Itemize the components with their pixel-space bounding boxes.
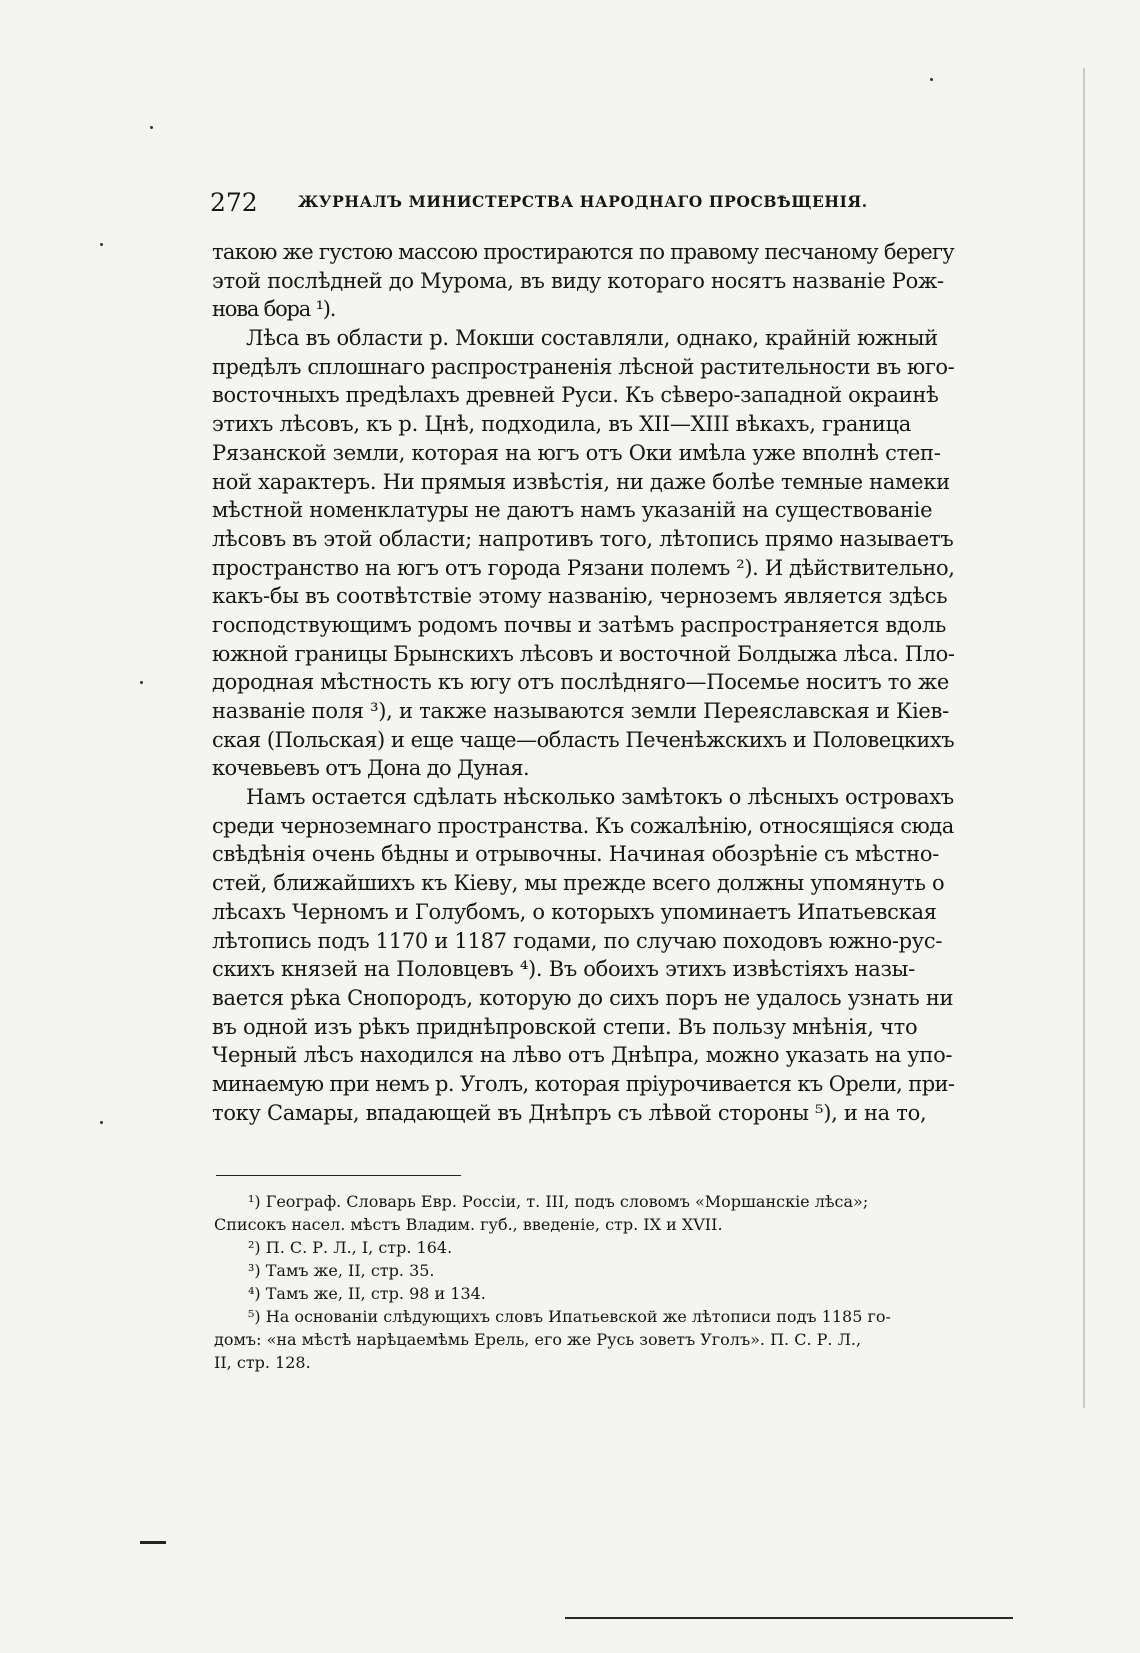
footnote-line: ²) П. С. Р. Л., I, стр. 164. xyxy=(248,1238,453,1257)
text-line: такою же густою массою простираются по правому песчаному берегу xyxy=(212,240,954,264)
footnote-line: II, стр. 128. xyxy=(214,1353,311,1372)
text-line: скихъ князей на Половцевъ ⁴). Въ обоихъ этихъ извѣстіяхъ назы- xyxy=(212,957,915,982)
scan-speck xyxy=(140,681,143,684)
text-line: току Самары, впадающей въ Днѣпръ съ лѣвой стороны ⁵), и на то, xyxy=(212,1100,927,1125)
text-line: Лѣса въ области р. Мокши составляли, однако, крайній южный xyxy=(246,326,938,351)
text-line: стей, ближайшихъ къ Кіеву, мы прежде всего должны упомянуть о xyxy=(212,871,945,896)
footnote-line: ¹) Географ. Словарь Евр. Россіи, т. III, подъ словомъ «Моршанскіе лѣса»; xyxy=(248,1192,869,1211)
text-line: свѣдѣнія очень бѣдны и отрывочны. Начиная обозрѣніе съ мѣстно- xyxy=(212,842,940,867)
scan-speck xyxy=(930,78,933,81)
bottom-edge-line xyxy=(565,1617,1013,1619)
text-line: южной границы Брынскихъ лѣсовъ и восточной Болдыжа лѣса. Пло- xyxy=(212,641,955,666)
text-line: дородная мѣстность къ югу отъ послѣдняго—Посемье носитъ то же xyxy=(212,670,949,695)
text-line: этихъ лѣсовъ, къ р. Цнѣ, подходила, въ XII—XIII вѣкахъ, граница xyxy=(212,412,911,437)
footnote-line: ³) Тамъ же, II, стр. 35. xyxy=(248,1261,435,1280)
text-line: пространство на югъ отъ города Рязани полемъ ²). И дѣйствительно, xyxy=(212,555,955,580)
body-text xyxy=(212,238,972,1127)
margin-mark xyxy=(140,1541,166,1544)
text-line: предѣлъ сплошнаго распространенія лѣсной растительности въ юго- xyxy=(212,354,955,379)
footnote-divider xyxy=(216,1175,461,1176)
scan-speck xyxy=(100,1121,103,1124)
text-line: Черный лѣсъ находился на лѣво отъ Днѣпра, можно указать на упо- xyxy=(212,1043,953,1068)
text-line: вается рѣка Снопородъ, которую до сихъ поръ не удалось узнать ни xyxy=(212,985,954,1010)
text-line: ной характеръ. Ни прямыя извѣстія, ни даже болѣе темные намеки xyxy=(212,469,950,494)
scan-speck xyxy=(100,243,103,246)
text-line: названіе поля ³), и также называются земли Переяславская и Кіев- xyxy=(212,699,949,723)
page-number: 272 xyxy=(210,188,258,217)
text-line: ская (Польская) и еще чаще—область Печенѣжскихъ и Половецкихъ xyxy=(212,727,955,752)
text-line: какъ-бы въ соотвѣтствіе этому названію, черноземъ является здѣсь xyxy=(212,584,948,609)
footnotes xyxy=(214,1190,974,1374)
footnote-line: Списокъ насел. мѣстъ Владим. губ., введеніе, стр. IX и XVII. xyxy=(214,1215,723,1234)
text-line: кочевьевъ отъ Дона до Дуная. xyxy=(212,756,530,781)
text-line: мѣстной номенклатуры не даютъ намъ указаній на существованіе xyxy=(212,498,933,523)
text-line: этой послѣдней до Мурома, въ виду котораго носятъ названіе Рож- xyxy=(212,268,944,293)
text-line: минаемую при немъ р. Уголъ, которая пріурочивается къ Орели, при- xyxy=(212,1071,955,1096)
text-line: господствующимъ родомъ почвы и затѣмъ распространяется вдоль xyxy=(212,612,947,637)
text-line: лѣсовъ въ этой области; напротивъ того, лѣтопись прямо называетъ xyxy=(212,526,954,551)
running-head: ЖУРНАЛЪ МИНИСТЕРСТВА НАРОДНАГО ПРОСВѢЩЕНІЯ. xyxy=(298,192,868,211)
text-line: лѣтопись подъ 1170 и 1187 годами, по случаю походовъ южно-рус- xyxy=(212,928,943,953)
text-line: среди черноземнаго пространства. Къ сожалѣнію, относящіяся сюда xyxy=(212,813,954,838)
text-line: нова бора ¹). xyxy=(212,297,336,322)
scan-speck xyxy=(150,126,153,129)
footnote-line: ⁵) На основаніи слѣдующихъ словъ Ипатьевской же лѣтописи подъ 1185 го- xyxy=(248,1307,891,1326)
text-line: восточныхъ предѣлахъ древней Руси. Къ сѣверо-западной окраинѣ xyxy=(212,383,939,408)
text-line: Рязанской земли, которая на югъ отъ Оки имѣла уже вполнѣ степ- xyxy=(212,440,941,465)
text-line: въ одной изъ рѣкъ приднѣпровской степи. Въ пользу мнѣнія, что xyxy=(212,1014,918,1039)
text-line: лѣсахъ Черномъ и Голубомъ, о которыхъ упоминаетъ Ипатьевская xyxy=(212,899,937,924)
page-header xyxy=(210,188,950,220)
scan-edge-line xyxy=(1083,68,1085,1408)
text-line: Намъ остается сдѣлать нѣсколько замѣтокъ о лѣсныхъ островахъ xyxy=(246,785,954,810)
footnote-line: ⁴) Тамъ же, II, стр. 98 и 134. xyxy=(248,1284,486,1303)
footnote-line: домъ: «на мѣстѣ нарѣцаемѣмь Ерель, его же Русь зоветъ Уголъ». П. С. Р. Л., xyxy=(214,1330,862,1349)
